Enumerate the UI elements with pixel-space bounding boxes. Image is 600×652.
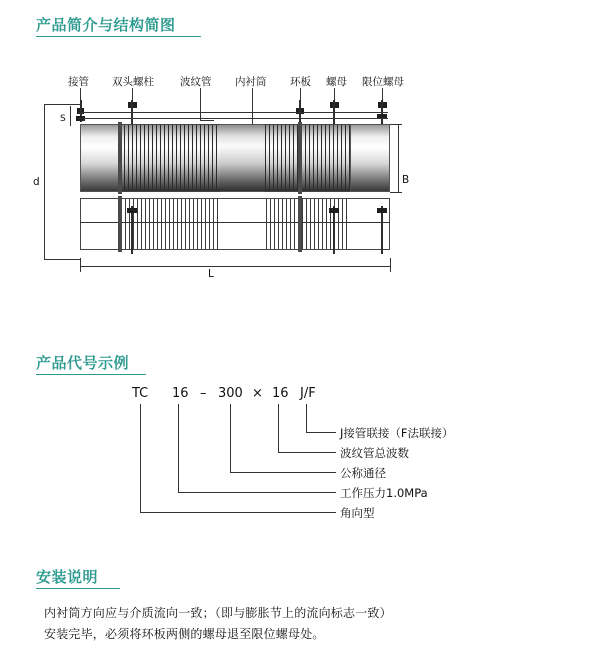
callout-label-shuangtouluozhu: 双头螺柱 (112, 76, 154, 88)
code-token-connection: J/F (300, 386, 316, 401)
dimension-tick-l-right (390, 258, 391, 272)
section-centerline (80, 222, 390, 223)
section-title-intro-underline (36, 36, 201, 37)
code-token-dash: – (200, 386, 207, 401)
dimension-tick-b-top (390, 124, 402, 125)
code-token-waves: 16 (272, 386, 289, 401)
section-title-code: 产品代号示例 (36, 354, 130, 372)
dimension-tick-d-bottom (44, 259, 80, 260)
callout-label-jieguan: 接管 (68, 76, 89, 88)
section-title-install: 安装说明 (36, 568, 99, 586)
section-bolt-right (333, 206, 335, 254)
callout-label-xianweiluomu: 限位螺母 (362, 76, 404, 88)
dimension-tick-l-left (80, 258, 81, 272)
section-title-intro: 产品简介与结构简图 (36, 16, 176, 34)
dimension-label-d: d (33, 176, 40, 188)
code-token-times: × (252, 386, 263, 401)
section-nut-right (329, 208, 339, 213)
code-desc-pressure: 工作压力1.0MPa (340, 486, 428, 500)
code-leader-h-type (140, 512, 336, 513)
section-title-code-underline (36, 374, 146, 375)
dimension-tick-b-bottom (390, 192, 402, 193)
code-token-pressure: 16 (172, 386, 189, 401)
code-desc-diameter: 公称通径 (340, 466, 386, 480)
code-leader-h-waves (278, 452, 336, 453)
ring-plate-left (118, 122, 122, 194)
code-desc-type: 角向型 (340, 506, 375, 520)
code-leader-v-diameter (230, 404, 231, 472)
code-leader-h-connection (306, 432, 336, 433)
callout-label-huanban: 环板 (290, 76, 311, 88)
dimension-label-l: L (208, 268, 214, 280)
section-nut-left (127, 208, 137, 213)
section-title-install-underline (36, 588, 120, 589)
ring-plate-top (298, 122, 302, 194)
callout-label-bowenguan: 波纹管 (180, 76, 212, 88)
fastener-bolt-limit (381, 100, 383, 126)
callout-label-neichentong: 内衬筒 (235, 76, 267, 88)
structure-diagram (0, 56, 600, 296)
code-leader-v-pressure (178, 404, 179, 492)
section-bolt-far-right (381, 206, 383, 254)
ring-plate-section-left (118, 196, 122, 252)
leader-jog-3 (200, 120, 214, 121)
tie-rod-lower (78, 118, 388, 119)
code-token-diameter: 300 (218, 386, 243, 401)
dimension-tick-d-top (44, 104, 80, 105)
section-nut-far-right (377, 208, 387, 213)
dimension-line-b (398, 124, 399, 192)
leader-line-3 (200, 88, 201, 120)
dimension-line-d (44, 104, 45, 259)
bellows-right (265, 124, 350, 192)
dimension-line-l (80, 266, 390, 267)
section-hatch-right (266, 199, 349, 249)
liner-sleeve (220, 124, 265, 192)
install-note-2: 安装完毕，必须将环板两侧的螺母退至限位螺母处。 (44, 627, 325, 641)
code-desc-waves: 波纹管总波数 (340, 446, 409, 460)
product-code-diagram (0, 376, 600, 536)
section-bolt-left (131, 206, 133, 254)
code-token-tc: TC (132, 386, 149, 401)
dimension-label-b: B (402, 174, 410, 186)
dimension-label-s: S (60, 114, 66, 124)
code-desc-connection: J接管联接（F法联接） (340, 426, 454, 440)
section-hatch-left (121, 199, 219, 249)
install-note-1: 内衬筒方向应与介质流向一致；（即与膨胀节上的流向标志一致） (44, 606, 392, 620)
pipe-right (350, 124, 390, 192)
code-leader-h-diameter (230, 472, 336, 473)
code-leader-v-waves (278, 404, 279, 452)
callout-label-luomu: 螺母 (326, 76, 347, 88)
code-leader-v-connection (306, 404, 307, 432)
ring-plate-section-right (298, 196, 302, 252)
code-leader-h-pressure (178, 492, 336, 493)
pipe-left (80, 124, 120, 192)
code-leader-v-type (140, 404, 141, 512)
bellows-left (120, 124, 220, 192)
dimension-line-s (70, 106, 71, 126)
tie-rod-upper (78, 112, 388, 113)
